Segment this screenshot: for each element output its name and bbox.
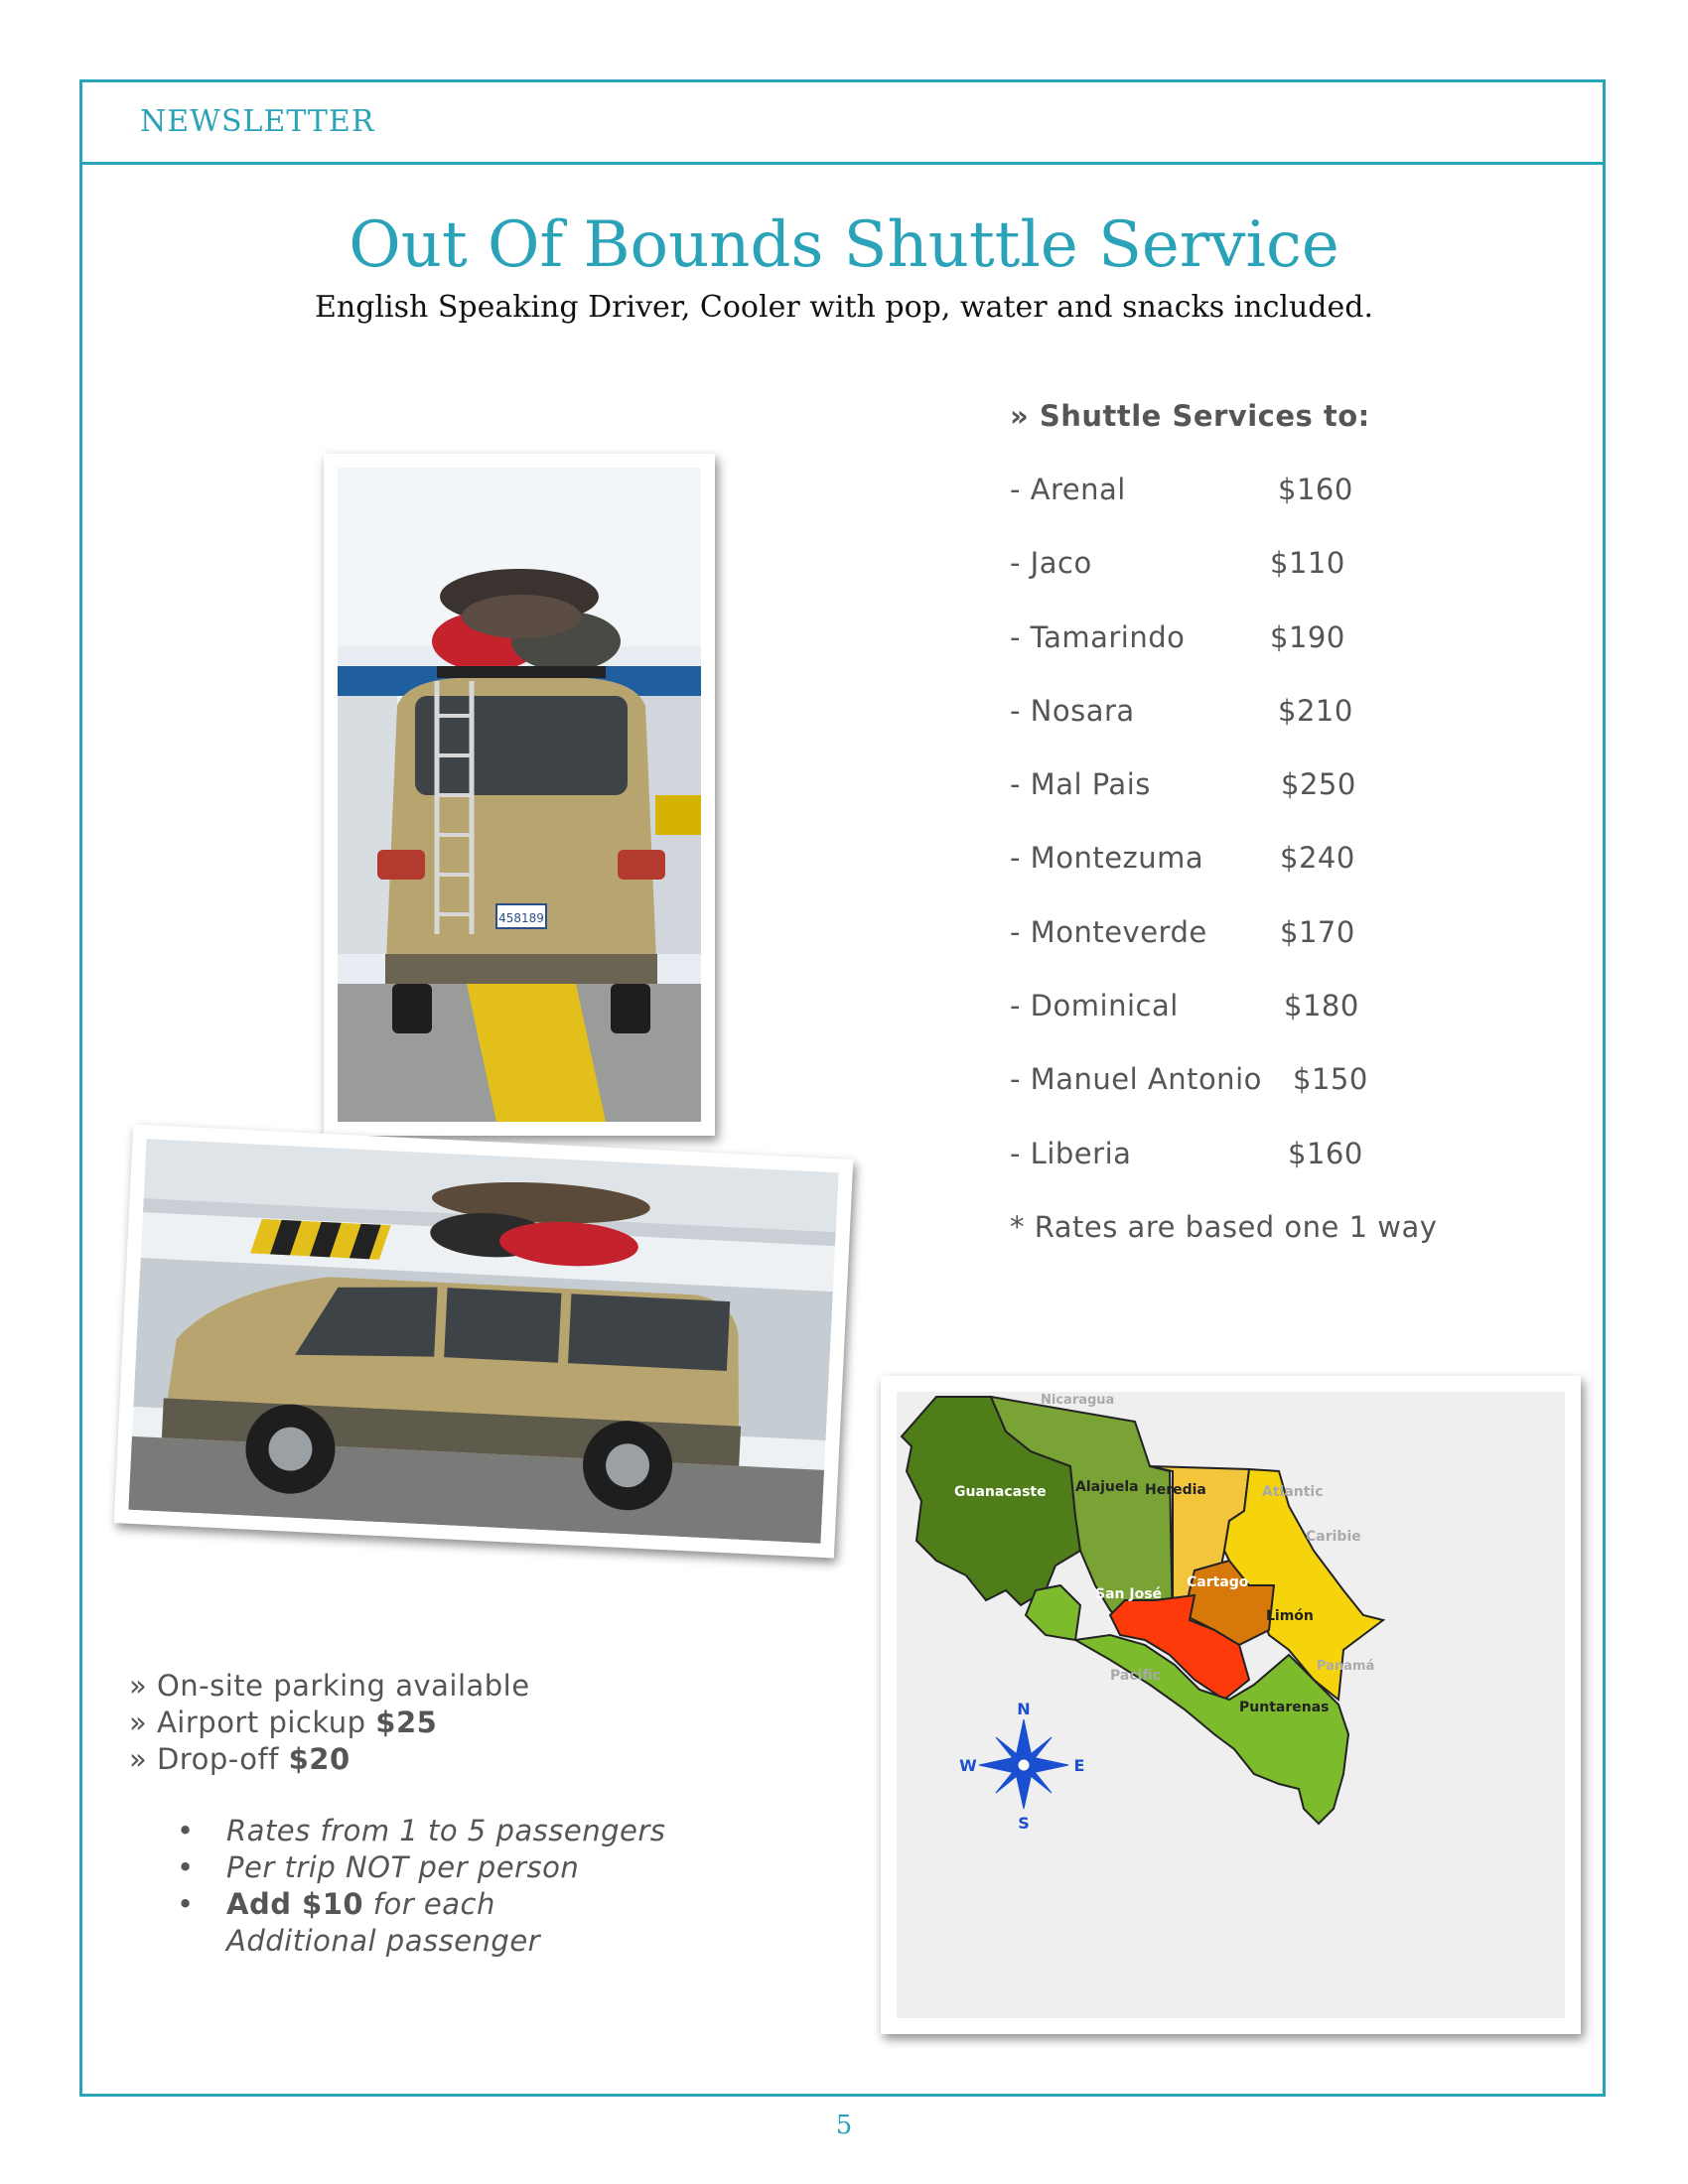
destination-name: - Dominical [1010,989,1179,1024]
destination-price: $160 [1278,473,1353,506]
bullet-per-trip: • Per trip NOT per person [177,1849,665,1886]
destination-name: - Liberia [1010,1136,1132,1170]
map-label-limon: Limón [1266,1608,1314,1624]
map-label-pacific: Pacific [1110,1668,1162,1684]
newsletter-header [82,82,1603,165]
map-label-san-jose: San José [1095,1586,1163,1602]
destination-name: - Monteverde [1010,914,1207,949]
page-title: Out Of Bounds Shuttle Service [349,208,1339,282]
parking-line: » On-site parking available [129,1669,530,1703]
destination-name: - Tamarindo [1010,619,1186,654]
price-list-heading: » Shuttle Services to: [1010,399,1370,433]
dropoff-line [129,1741,530,1778]
price-row [1010,1062,1486,1136]
price-row [1010,620,1486,694]
destination-price: $210 [1278,693,1353,728]
map-label-atlantic: Atlantic [1262,1484,1324,1500]
map-label-caribe: Caribie [1306,1529,1361,1545]
van-side-image [128,1139,838,1544]
destination-price: $150 [1293,1062,1368,1097]
airport-pickup-price: $25 [375,1706,438,1739]
map-label-panama: Panamá [1317,1659,1375,1674]
destination-price: $180 [1284,989,1359,1024]
costa-rica-map [881,1376,1581,2034]
bullet-add-passenger-cont: Additional passenger [226,1924,541,1958]
add-passenger-price: Add $10 [226,1887,364,1921]
page-subtitle: English Speaking Driver, Cooler with pop, water and snacks included. [315,290,1373,325]
page-number: 5 [835,2111,853,2140]
map-label-nicaragua: Nicaragua [1041,1393,1115,1408]
destination-name: - Montezuma [1010,841,1204,876]
van-side-photo [114,1125,854,1559]
destination-name: - Nosara [1010,693,1135,728]
price-row [1010,841,1486,914]
destination-name: - Manuel Antonio [1010,1062,1262,1097]
svg-text:458189: 458189 [498,911,544,925]
price-row [1010,473,1486,546]
destination-price: $110 [1270,546,1345,581]
extras-info [129,1668,530,1778]
airport-pickup-label: » Airport pickup [129,1706,376,1739]
price-row [1010,767,1486,841]
destination-price: $170 [1280,914,1355,949]
compass-s-label: S [1018,1814,1030,1833]
compass-w-label: W [959,1756,977,1775]
destination-name: - Jaco [1010,546,1092,581]
map-label-heredia: Heredia [1145,1482,1206,1498]
shuttle-price-list [1010,399,1486,1244]
price-row [1010,1137,1486,1210]
bullet-add-passenger [177,1886,665,1923]
destination-name: - Mal Pais [1010,767,1151,802]
map-label-alajuela: Alajuela [1075,1479,1139,1495]
map-label-puntarenas: Puntarenas [1239,1700,1330,1715]
destination-price: $190 [1270,619,1345,654]
destination-price: $240 [1280,841,1355,876]
compass-n-label: N [1017,1700,1031,1718]
destination-price: $160 [1288,1136,1363,1170]
price-row [1010,989,1486,1062]
price-row [1010,915,1486,989]
van-rear-photo [324,454,715,1136]
dropoff-price: $20 [288,1742,351,1776]
map-label-cartago: Cartago [1187,1574,1249,1590]
bullet-rates: • Rates from 1 to 5 passengers [177,1813,665,1849]
add-passenger-text: for each [363,1887,495,1921]
compass-e-label: E [1073,1756,1085,1775]
rate-conditions-list [177,1813,665,1960]
dropoff-label: » Drop-off [129,1742,289,1776]
price-row [1010,546,1486,619]
destination-price: $250 [1281,767,1356,802]
costa-rica-map-image [897,1392,1565,2018]
map-label-guanacaste: Guanacaste [954,1484,1047,1500]
destination-name: - Arenal [1010,473,1126,506]
airport-pickup-line [129,1705,530,1741]
newsletter-label: NEWSLETTER [140,104,375,139]
van-rear-image [338,468,701,1122]
price-row [1010,694,1486,767]
rates-note: * Rates are based one 1 way [1010,1209,1438,1244]
